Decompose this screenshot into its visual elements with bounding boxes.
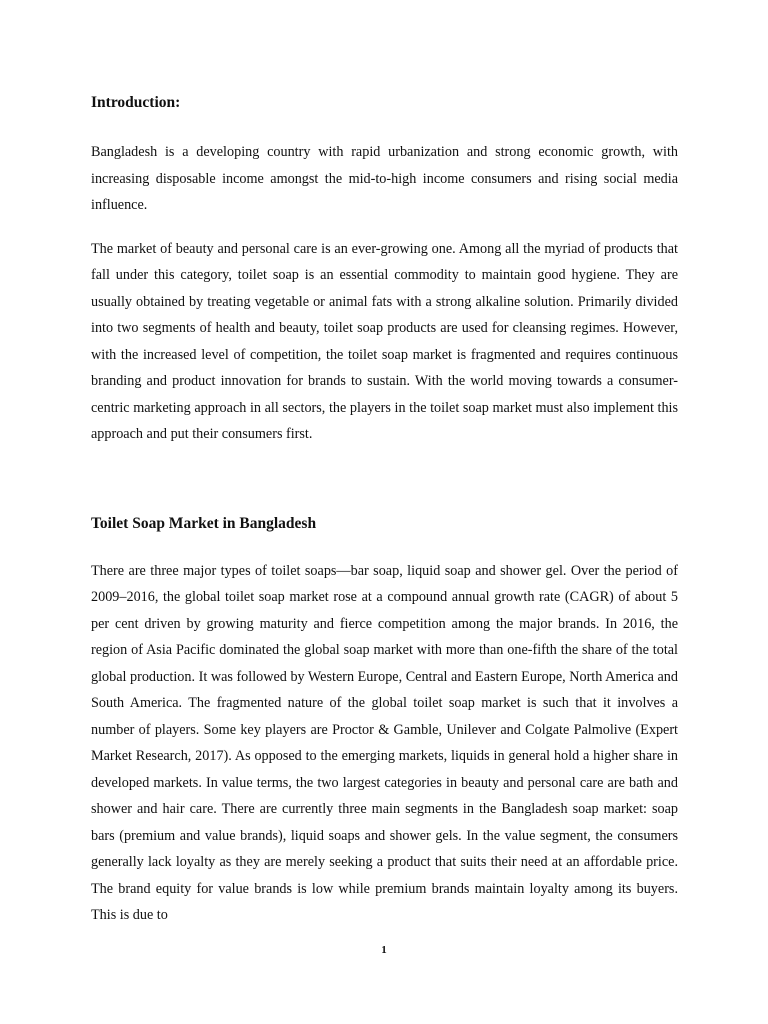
market-paragraph-1: There are three major types of toilet soaps—bar soap, liquid soap and shower gel. Over the period of 2009–2016, the global toilet soap market rose at a compound annual growth rate (CAGR) of about 5 per cent driven by growing maturity and fierce competition among the major brands. In 2016, the region of Asia Pacific dominated the global soap market with more than one-fifth the share of the total global production. It was followed by Western Europe, Central and Eastern Europe, North America and South America. The fragmented nature of the global toilet soap market is such that it involves a number of players. Some key players are Proctor & Gamble, Unilever and Colgate Palmolive (Expert Market Research, 2017). As opposed to the emerging markets, liquids in general hold a higher share in developed markets. In value terms, the two largest categories in beauty and personal care are bath and shower and hair care. There are currently three main segments in the Bangladesh soap market: soap bars (premium and value brands), liquid soaps and shower gels. In the value segment, the consumers generally lack loyalty as they are merely seeking a product that suits their need at an affordable price. The brand equity for value brands is low while premium brands maintain loyalty among its buyers. This is due to (91, 562, 678, 923)
page-number: 1 (381, 944, 387, 956)
section-heading-toilet-soap-market: Toilet Soap Market in Bangladesh (91, 514, 317, 532)
intro-paragraph-1: Bangladesh is a developing country with rapid urbanization and strong economic growth, with increasing disposable income amongst the mid-to-high income consumers and rising social media influence. (91, 144, 678, 213)
intro-paragraph-2: The market of beauty and personal care is an ever-growing one. Among all the myriad of products that fall under this category, toilet soap is an essential commodity to maintain good hygiene. They are usually obtained by treating vegetable or animal fats with a strong alkaline solution. Primarily divided into two segments of health and beauty, toilet soap products are used for cleansing regimes. However, with the increased level of competition, the toilet soap market is fragmented and requires continuous branding and product innovation for brands to sustain. With the world moving towards a consumer- centric marketing approach in all sectors, the players in the toilet soap market must also implement this approach and put their consumers first. (91, 240, 678, 442)
page-body (91, 93, 678, 929)
section-heading-introduction: Introduction: (91, 94, 181, 111)
